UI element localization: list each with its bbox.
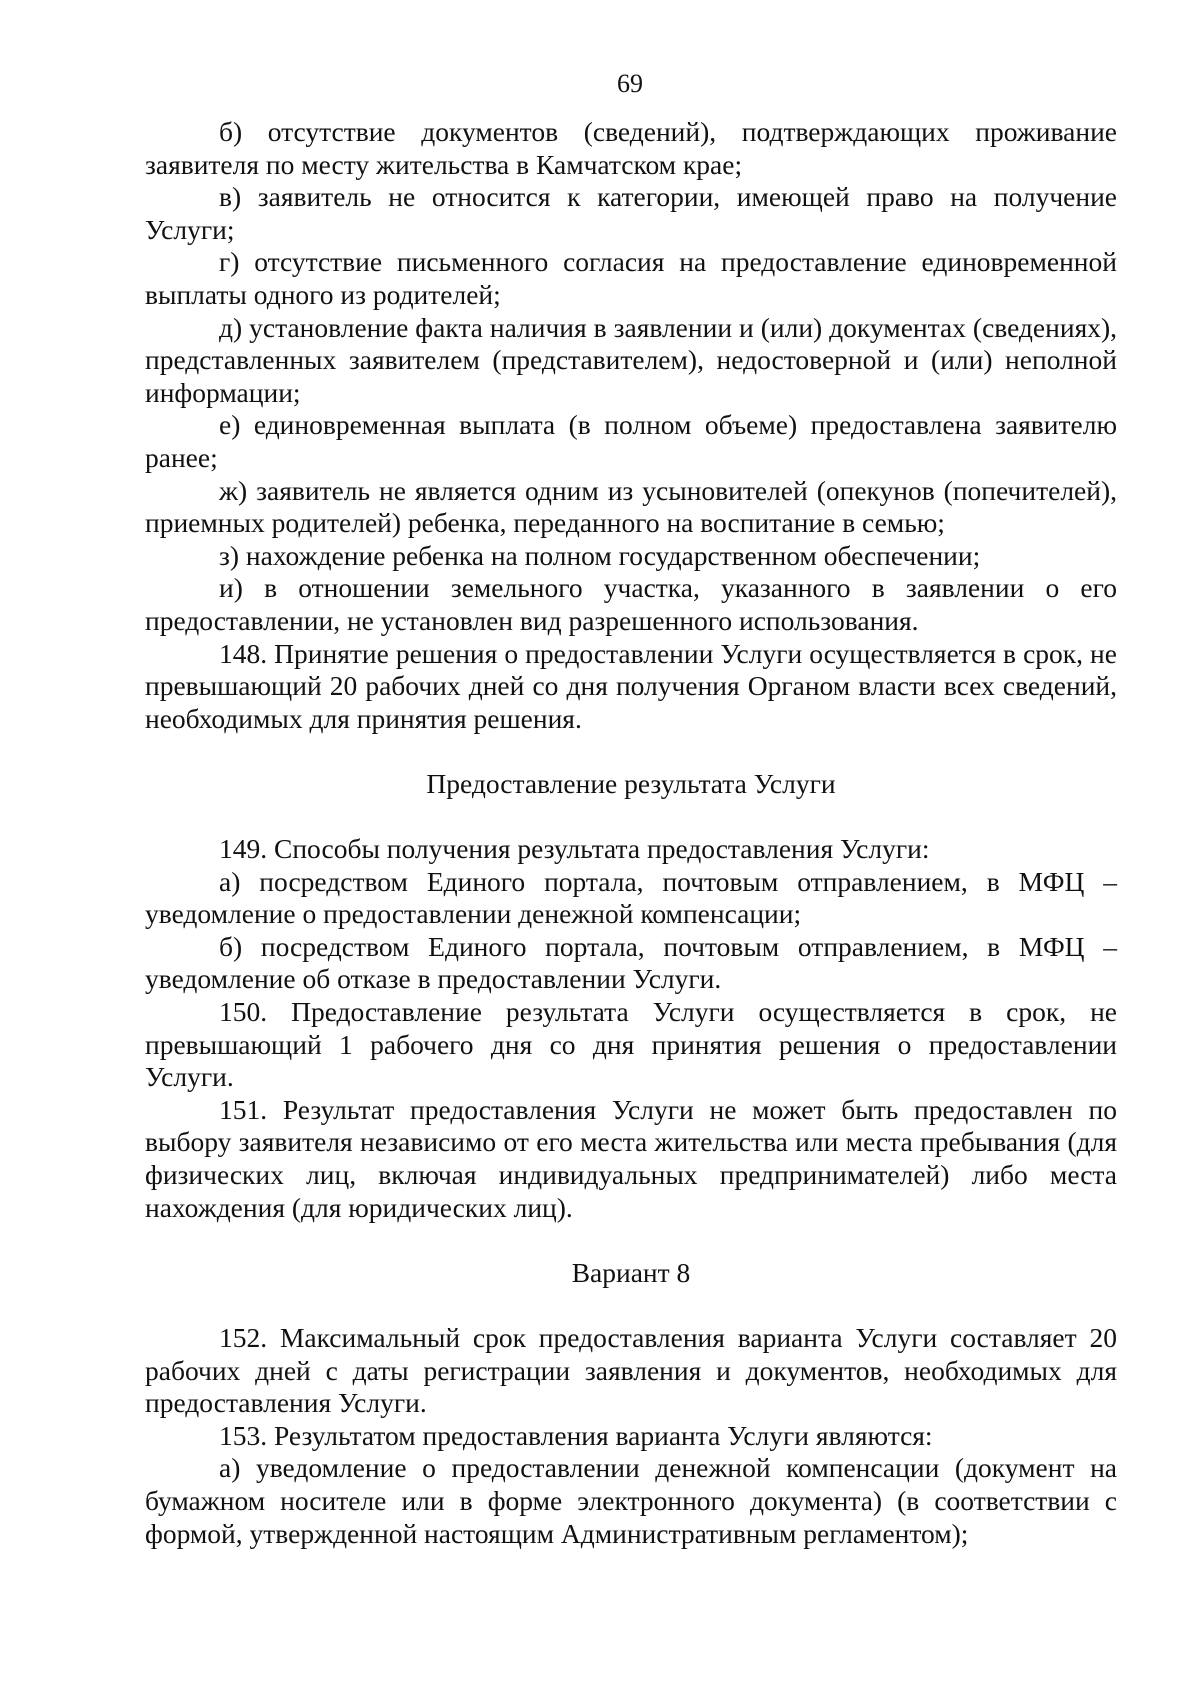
section-spacer: [145, 1224, 1117, 1257]
list-item-zh-not-adoptive-parent: ж) заявитель не является одним из усыновителей (опекунов (попечителей), приемных родителей) ребенка, переданного на воспитание в семью;: [145, 474, 1117, 539]
paragraph-148: 148. Принятие решения о предоставлении Услуги осуществляется в срок, не превышающий 20 рабочих дней со дня получения Органом власти всех сведений, необходимых для принятия решения.: [145, 637, 1117, 734]
list-item-a-compensation-notice: а) посредством Единого портала, почтовым отправлением, в МФЦ – уведомление о предоставлении денежной компенсации;: [145, 865, 1117, 930]
paragraph-151: 151. Результат предоставления Услуги не может быть предоставлен по выбору заявителя независимо от его места жительства или места пребывания (для физических лиц, включая индивидуальных предпринимателей) либо места нахождения (для юридических лиц).: [145, 1093, 1117, 1223]
paragraph-153: 153. Результатом предоставления варианта Услуги являются:: [219, 1419, 933, 1451]
section-spacer: [145, 800, 1117, 833]
list-item-v-not-eligible-category: в) заявитель не относится к категории, имеющей право на получение Услуги;: [145, 181, 1117, 245]
section-heading-result: Предоставление результата Услуги: [426, 767, 836, 799]
page-number: 69: [617, 69, 643, 98]
section-spacer: [145, 735, 1117, 768]
list-item-z-full-state-support: з) нахождение ребенка на полном государственном обеспечении;: [219, 539, 981, 571]
list-item-b-refusal-notice: б) посредством Единого портала, почтовым отправлением, в МФЦ – уведомление об отказе в предоставлении Услуги.: [145, 930, 1117, 995]
section-heading-variant: Вариант 8: [571, 1256, 691, 1288]
list-item-e-payment-already-granted: е) единовременная выплата (в полном объеме) предоставлена заявителю ранее;: [145, 409, 1117, 473]
list-item-a-compensation-document: а) уведомление о предоставлении денежной компенсации (документ на бумажном носителе или в форме электронного документа) (в соответствии с формой, утвержденной настоящим Административным регламентом);: [145, 1452, 1117, 1549]
list-item-g-no-parent-consent: г) отсутствие письменного согласия на предоставление единовременной выплаты одного из родителей;: [145, 246, 1117, 310]
section-spacer: [145, 1289, 1117, 1322]
paragraph-150: 150. Предоставление результата Услуги осуществляется в срок, не превышающий 1 рабочего дня со дня принятия решения о предоставлении Услуги.: [145, 996, 1117, 1093]
list-item-b-no-residence-docs: б) отсутствие документов (сведений), подтверждающих проживание заявителя по месту жительства в Камчатском крае;: [145, 116, 1117, 180]
paragraph-149: 149. Способы получения результата предоставления Услуги:: [219, 833, 930, 865]
list-item-d-unreliable-information: д) установление факта наличия в заявлении и (или) документах (сведениях), представленных заявителем (представителем), недостоверной и (или) неполной информации;: [145, 311, 1117, 408]
paragraph-152: 152. Максимальный срок предоставления варианта Услуги составляет 20 рабочих дней с даты регистрации заявления и документов, необходимых для предоставления Услуги.: [145, 1321, 1117, 1419]
list-item-i-land-use-not-set: и) в отношении земельного участка, указанного в заявлении о его предоставлении, не установлен вид разрешенного использования.: [145, 572, 1117, 636]
document-body: [145, 116, 1117, 1550]
